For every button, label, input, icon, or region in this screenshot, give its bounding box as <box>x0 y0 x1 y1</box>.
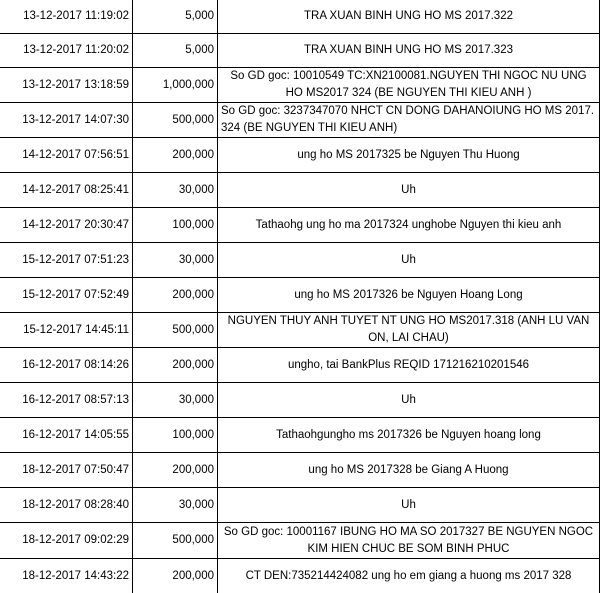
table-row <box>0 138 600 173</box>
cell-amount: 500,000 <box>133 523 218 559</box>
cell-description: TRA XUAN BINH UNG HO MS 2017.323 <box>218 34 600 68</box>
cell-description: Uh <box>218 173 600 208</box>
cell-amount: 100,000 <box>133 208 218 243</box>
cell-datetime: 13-12-2017 13:18:59 <box>0 68 133 103</box>
cell-datetime: 15-12-2017 07:52:49 <box>0 278 133 313</box>
cell-description: So GD goc: 10001167 IBUNG HO MA SO 2017327 BE NGUYEN NGOC KIM HIEN CHUC BE SOM BINH PHUC <box>218 523 600 559</box>
cell-amount: 200,000 <box>133 278 218 313</box>
table-row <box>0 488 600 523</box>
cell-description: Tathaohg ung ho ma 2017324 unghobe Nguyen thi kieu anh <box>218 208 600 243</box>
cell-description: Uh <box>218 243 600 278</box>
cell-amount: 200,000 <box>133 138 218 173</box>
cell-datetime: 18-12-2017 14:43:22 <box>0 559 133 593</box>
table-row <box>0 559 600 593</box>
cell-amount: 200,000 <box>133 348 218 383</box>
cell-datetime: 15-12-2017 07:51:23 <box>0 243 133 278</box>
cell-description: CT DEN:735214424082 ung ho em giang a huong ms 2017 328 <box>218 559 600 593</box>
cell-description: So GD goc: 3237347070 NHCT CN DONG DAHANOIUNG HO MS 2017. 324 (BE NGUYEN THI KIEU ANH) <box>218 103 600 138</box>
cell-amount: 200,000 <box>133 453 218 488</box>
cell-amount: 100,000 <box>133 418 218 453</box>
cell-description: NGUYEN THUY ANH TUYET NT UNG HO MS2017.318 (ANH LU VAN ON, LAI CHAU) <box>218 313 600 348</box>
cell-amount: 200,000 <box>133 559 218 593</box>
cell-description: ung ho MS 2017328 be Giang A Huong <box>218 453 600 488</box>
cell-description: So GD goc: 10010549 TC:XN2100081.NGUYEN THI NGOC NU UNG HO MS2017 324 (BE NGUYEN THI KIEU ANH ) <box>218 68 600 103</box>
cell-amount: 5,000 <box>133 0 218 34</box>
cell-amount: 30,000 <box>133 173 218 208</box>
cell-datetime: 14-12-2017 08:25:41 <box>0 173 133 208</box>
table-row <box>0 208 600 243</box>
cell-amount: 500,000 <box>133 103 218 138</box>
cell-datetime: 16-12-2017 14:05:55 <box>0 418 133 453</box>
table-row <box>0 173 600 208</box>
table-row <box>0 0 600 34</box>
cell-datetime: 14-12-2017 20:30:47 <box>0 208 133 243</box>
cell-description: Tathaohgungho ms 2017326 be Nguyen hoang long <box>218 418 600 453</box>
cell-datetime: 18-12-2017 08:28:40 <box>0 488 133 523</box>
cell-description: ung ho MS 2017326 be Nguyen Hoang Long <box>218 278 600 313</box>
cell-datetime: 18-12-2017 09:02:29 <box>0 523 133 559</box>
cell-datetime: 18-12-2017 07:50:47 <box>0 453 133 488</box>
table-row <box>0 243 600 278</box>
cell-description: ung ho MS 2017325 be Nguyen Thu Huong <box>218 138 600 173</box>
cell-datetime: 14-12-2017 07:56:51 <box>0 138 133 173</box>
cell-amount: 1,000,000 <box>133 68 218 103</box>
cell-amount: 30,000 <box>133 383 218 418</box>
cell-datetime: 15-12-2017 14:45:11 <box>0 313 133 348</box>
cell-description: TRA XUAN BINH UNG HO MS 2017.322 <box>218 0 600 34</box>
cell-datetime: 16-12-2017 08:14:26 <box>0 348 133 383</box>
cell-description: ungho, tai BankPlus REQID 171216210201546 <box>218 348 600 383</box>
table-row <box>0 103 600 138</box>
cell-datetime: 13-12-2017 11:19:02 <box>0 0 133 34</box>
cell-amount: 500,000 <box>133 313 218 348</box>
table-row <box>0 383 600 418</box>
cell-amount: 30,000 <box>133 488 218 523</box>
table-row <box>0 68 600 103</box>
table-row <box>0 418 600 453</box>
table-row <box>0 523 600 559</box>
cell-datetime: 13-12-2017 11:20:02 <box>0 34 133 68</box>
table-row <box>0 313 600 348</box>
cell-amount: 30,000 <box>133 243 218 278</box>
cell-description: Uh <box>218 383 600 418</box>
cell-description: Uh <box>218 488 600 523</box>
cell-datetime: 13-12-2017 14:07:30 <box>0 103 133 138</box>
table-row <box>0 34 600 68</box>
table-row <box>0 278 600 313</box>
table-row <box>0 453 600 488</box>
table-row <box>0 348 600 383</box>
cell-datetime: 16-12-2017 08:57:13 <box>0 383 133 418</box>
cell-amount: 5,000 <box>133 34 218 68</box>
